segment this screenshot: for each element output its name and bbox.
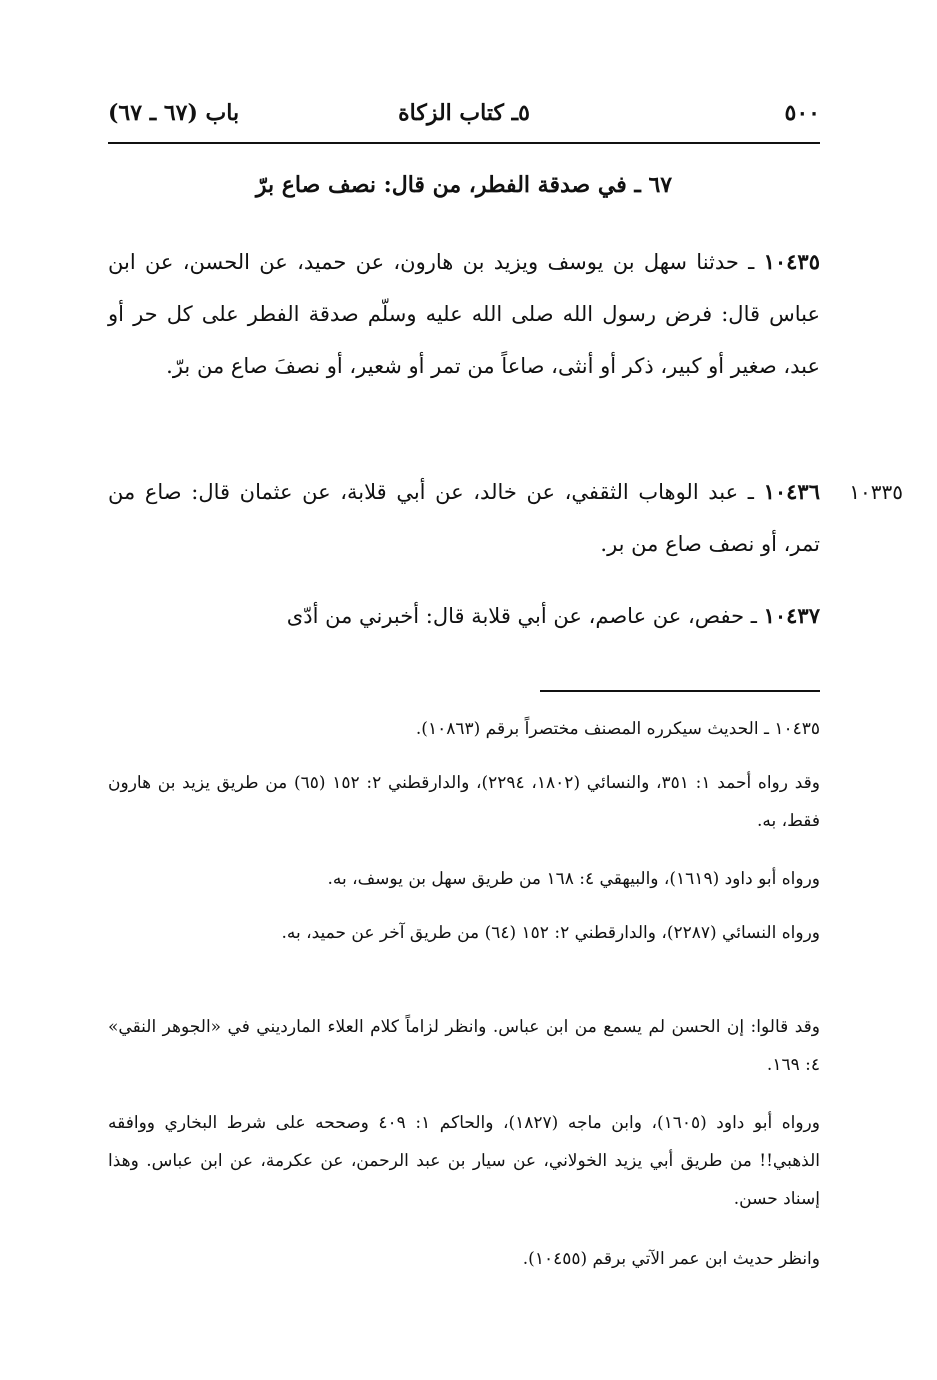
hadith-10435 [108, 236, 820, 392]
hadith-text: ـ حدثنا سهل بن يوسف ويزيد بن هارون، عن حميد، عن الحسن، عن ابن عباس قال: فرض رسول الله صلى الله عليه وسلّم صدقة الفطر على كل حر أو عبد، صغير أو كبير، ذكر أو أنثى، صاعاً من تمر أو شعير، أو نصفَ صاع من برّ. [108, 250, 820, 378]
footnote: وقد رواه أحمد ١: ٣٥١، والنسائي (١٨٠٢، ٢٢٩٤)، والدارقطني ٢: ١٥٢ (٦٥) من طريق يزيد بن هارون فقط، به. [108, 773, 820, 831]
chapter-heading: ٦٧ ـ في صدقة الفطر، من قال: نصف صاع برّ [255, 172, 673, 198]
hadith-number: ١٠٤٣٧ [763, 603, 820, 628]
footnote: ١٠٤٣٥ ـ الحديث سيكرره المصنف مختصراً برقم (١٠٨٦٣). [415, 719, 820, 739]
footnote: ورواه أبو داود (١٦١٩)، والبيهقي ٤: ١٦٨ من طريق سهل بن يوسف، به. [327, 869, 820, 889]
footnote: وانظر حديث ابن عمر الآتي برقم (١٠٤٥٥). [522, 1249, 820, 1269]
running-header [108, 96, 820, 136]
hadith-10437 [108, 590, 820, 642]
footnote: ورواه أبو داود (١٦٠٥)، وابن ماجه (١٨٢٧)، والحاكم ١: ٤٠٩ وصححه على شرط البخاري ووافقه الذهبي!! من طريق أبي يزيد الخولاني، عن سيار بن عبد الرحمن، عن عكرمة، عن ابن عباس. وهذا إسناد حسن. [108, 1113, 820, 1209]
hadith-number: ١٠٤٣٦ [763, 479, 820, 504]
footnote: ورواه النسائي (٢٢٨٧)، والدارقطني ٢: ١٥٢ (٦٤) من طريق آخر عن حميد، به. [281, 923, 820, 943]
chapter-range: باب (٦٧ ـ ٦٧) [108, 100, 240, 126]
book-title: ٥ـ كتاب الزكاة [398, 100, 530, 126]
page-number: ٥٠٠ [784, 100, 820, 126]
footnote: وقد قالوا: إن الحسن لم يسمع من ابن عباس. وانظر لزاماً كلام العلاء المارديني في «الجوهر النقي» ٤: ١٦٩. [108, 1017, 820, 1075]
header-divider [108, 142, 820, 144]
footnote-divider [540, 690, 820, 692]
hadith-10436 [108, 466, 820, 570]
hadith-number: ١٠٤٣٥ [763, 249, 820, 274]
hadith-text: ـ عبد الوهاب الثقفي، عن خالد، عن أبي قلابة، عن عثمان قال: صاع من تمر، أو نصف صاع من بر. [108, 480, 820, 556]
margin-reference: ١٠٣٣٥ [849, 480, 903, 504]
hadith-text: ـ حفص، عن عاصم، عن أبي قلابة قال: أخبرني من أدّى [286, 604, 764, 628]
